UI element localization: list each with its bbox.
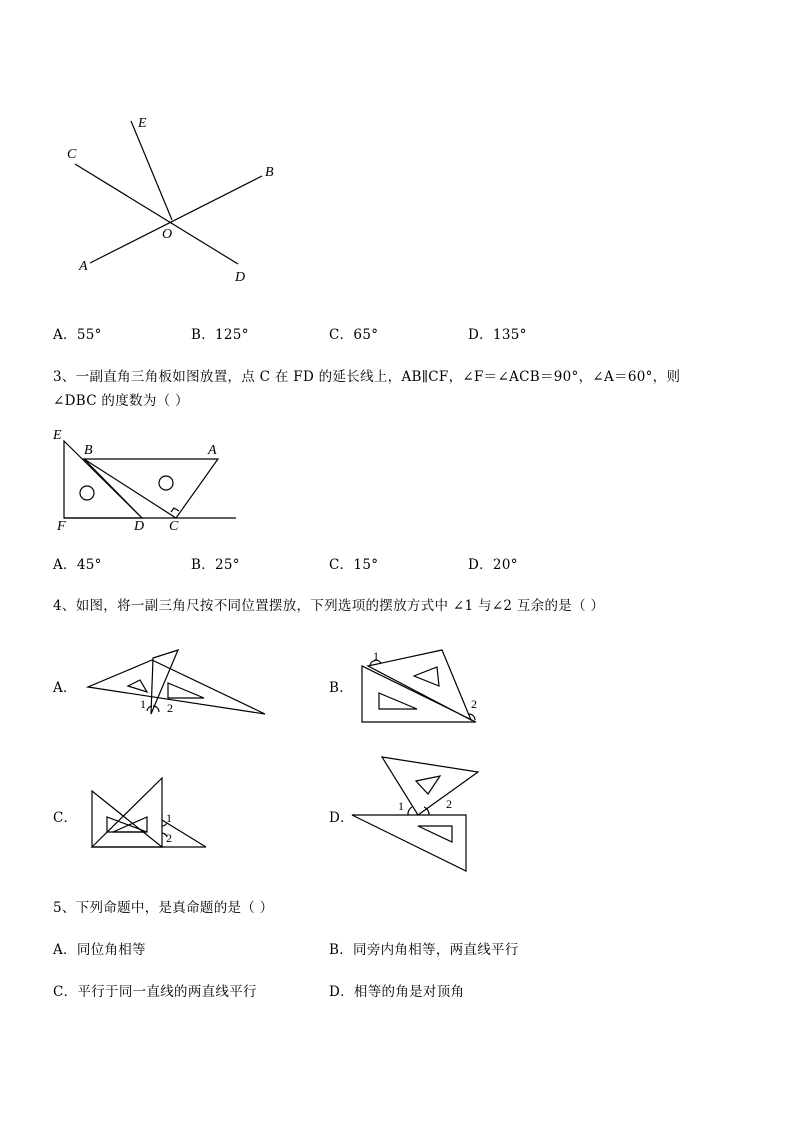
q3-label-F: F [57, 519, 66, 534]
q4-option-d[interactable]: D． [329, 810, 354, 826]
q4-option-a[interactable]: A． [53, 680, 77, 696]
q2-option-a[interactable]: A．55° [53, 327, 102, 343]
q3-option-c[interactable]: C．15° [329, 557, 379, 573]
triangle-45-d [352, 815, 466, 871]
q3-label-B: B [84, 443, 93, 458]
q3-label-A: A [208, 443, 217, 458]
q2-option-b[interactable]: B．125° [191, 327, 249, 343]
q2-label-E: E [138, 116, 147, 131]
q2-label-B: B [265, 165, 274, 180]
triangle-30-60-d [382, 757, 478, 815]
q2-label-C: C [67, 147, 77, 162]
q5-option-d[interactable]: D．相等的角是对顶角 [329, 984, 465, 1000]
q4-a-angle-1: 1 [140, 697, 146, 711]
q2-option-c[interactable]: C．65° [329, 327, 379, 343]
q4-d-angle-1: 1 [398, 799, 404, 813]
q5-option-b[interactable]: B．同旁内角相等，两直线平行 [329, 942, 519, 958]
q4-stem: 4、如图，将一副三角尺按不同位置摆放，下列选项的摆放方式中 ∠1 与∠2 互余的是（ ） [53, 598, 605, 614]
q4-option-c[interactable]: C． [53, 810, 78, 826]
inner-triangle-d2 [418, 826, 452, 842]
arc-1-d [408, 807, 412, 815]
q4-b-angle-1: 1 [373, 649, 379, 663]
q4-d-angle-2: 2 [446, 797, 452, 811]
q3-stem-line1: 3、一副直角三角板如图放置，点 C 在 FD 的延长线上，AB∥CF，∠F＝∠ACB＝90°，∠A＝60°，则 [53, 369, 681, 385]
q3-option-d[interactable]: D．20° [468, 557, 518, 573]
q3-option-b[interactable]: B．25° [191, 557, 240, 573]
q3-option-a[interactable]: A．45° [53, 557, 102, 573]
inner-triangle-d1 [416, 776, 440, 794]
q3-label-D: D [134, 519, 145, 534]
q4-option-b[interactable]: B． [329, 680, 354, 696]
q5-stem: 5、下列命题中，是真命题的是（ ） [53, 900, 274, 916]
q4-c-angle-1: 1 [166, 811, 172, 825]
q4-c-angle-2: 2 [166, 831, 172, 845]
q4-a-angle-2: 2 [167, 701, 173, 715]
q2-label-O: O [162, 227, 173, 242]
q2-label-A: A [79, 259, 88, 274]
q5-option-c[interactable]: C．平行于同一直线的两直线平行 [53, 984, 257, 1000]
q3-label-C: C [169, 519, 179, 534]
q2-label-D: D [235, 270, 246, 285]
q3-stem-line2: ∠DBC 的度数为（ ） [53, 393, 189, 409]
q2-option-d[interactable]: D．135° [468, 327, 527, 343]
q3-label-E: E [53, 428, 62, 443]
q5-option-a[interactable]: A．同位角相等 [53, 942, 146, 958]
q4-b-angle-2: 2 [471, 697, 477, 711]
